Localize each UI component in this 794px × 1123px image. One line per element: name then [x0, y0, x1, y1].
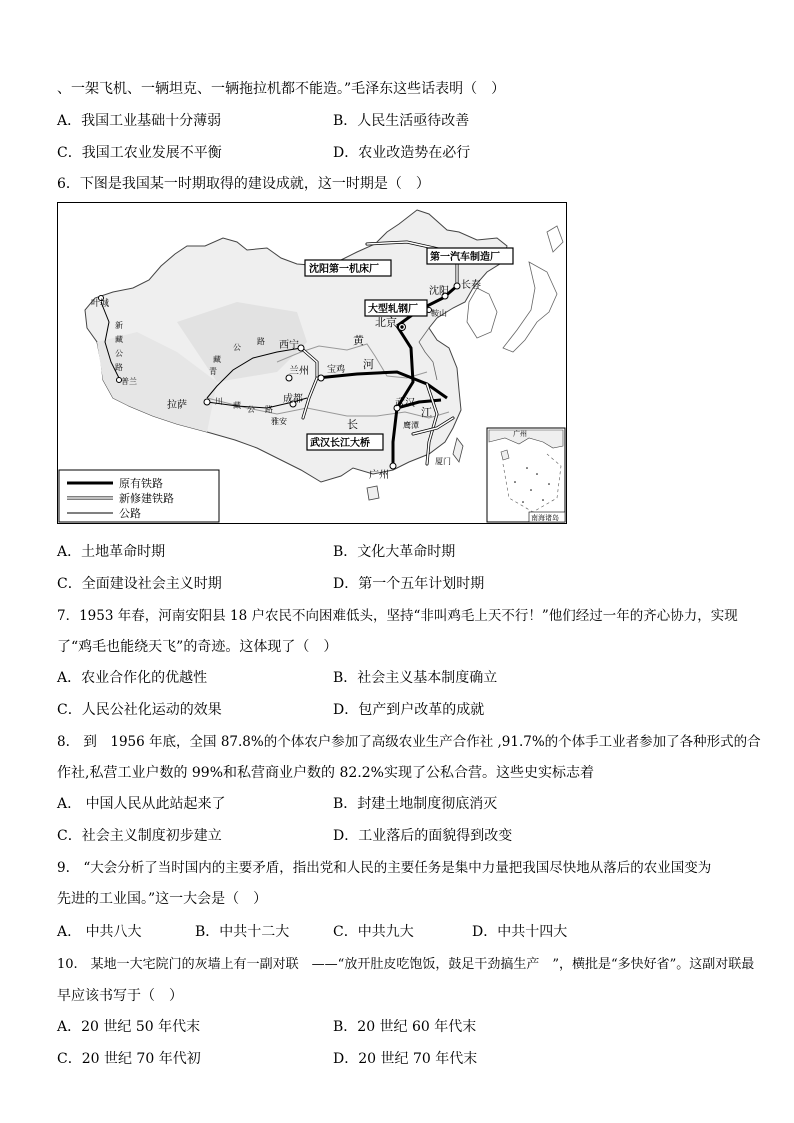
- option-letter: C．: [57, 828, 82, 844]
- q8-option-b: [333, 794, 497, 814]
- option-letter: B．: [333, 544, 358, 560]
- road-label: 藏: [115, 335, 123, 344]
- option-letter: D．: [333, 1051, 359, 1067]
- q5-option-b: [333, 111, 469, 131]
- option-letter: D．: [333, 828, 359, 844]
- road-label: 青: [209, 367, 217, 376]
- option-letter: C．: [57, 145, 82, 161]
- q7-stem-line1: 7．1953 年春，河南安阳县 18 户农民不向困难低头，坚持“非叫鸡毛上天不行！”他们经过一年的齐心协力，实现: [57, 608, 738, 624]
- city-label: 长春: [461, 280, 481, 291]
- option-letter: B．: [333, 1019, 358, 1035]
- q10-option-a: [57, 1017, 200, 1037]
- road-label: 公: [247, 405, 255, 414]
- option-text: 20 世纪 50 年代末: [81, 1019, 201, 1035]
- option-letter: B．: [333, 796, 358, 812]
- option-text: 中国人民从此站起来了: [85, 796, 226, 812]
- road-label: 藏: [233, 401, 241, 410]
- option-text: 我国工业基础十分薄弱: [81, 113, 222, 129]
- q6-option-c: [57, 574, 222, 594]
- option-letter: A.: [57, 796, 86, 812]
- box-text: 第一汽车制造厂: [430, 252, 500, 263]
- legend-new-rail: 新修建铁路: [119, 492, 174, 505]
- box-text: 武汉长江大桥: [310, 438, 370, 449]
- q8-option-c: [57, 826, 222, 846]
- option-letter: A．: [57, 113, 82, 129]
- option-text: 农业合作化的优越性: [81, 670, 208, 686]
- city-label: 厦门: [435, 457, 451, 466]
- label-box-steel: [365, 300, 427, 316]
- city-label: 兰州: [289, 366, 309, 377]
- option-letter: D．: [333, 145, 359, 161]
- q9-option-c: [333, 922, 414, 942]
- option-text: 农业改造势在必行: [358, 145, 471, 161]
- option-text: 20 世纪 60 年代末: [357, 1019, 477, 1035]
- q8-stem-line2: 作社,私营工业户数的 99%和私营商业户数的 82.2%实现了公私合营。这些史实标志着: [57, 765, 594, 781]
- option-text: 中共九大: [357, 924, 414, 940]
- q9-option-b: [195, 922, 289, 942]
- option-text: 中共十四大: [497, 924, 568, 940]
- city-label: 成都: [283, 394, 303, 405]
- option-text: 中共八大: [85, 924, 142, 940]
- option-text: 社会主义基本制度确立: [357, 670, 498, 686]
- q7-option-c: [57, 700, 222, 720]
- q8-stem-line1: 8. 到 1956 年底，全国 87.8%的个体农户参加了高级农业生产合作社 ,91.7%的个体手工业者参加了各种形式的合: [57, 734, 761, 750]
- china-construction-map: [57, 202, 567, 524]
- q5-option-d: [333, 143, 470, 163]
- q6-stem: 6．下图是我国某一时期取得的建设成就，这一时期是（ ）: [57, 176, 430, 192]
- option-letter: A．: [57, 670, 82, 686]
- box-text: 大型轧钢厂: [368, 304, 418, 315]
- road-label: 公: [115, 349, 123, 358]
- city-label: 沈阳: [429, 286, 449, 297]
- city-label: 北京: [375, 316, 397, 329]
- option-text: 封建土地制度彻底消灭: [357, 796, 498, 812]
- q7-stem-line2: 了“鸡毛也能绕天飞”的奇迹。这体现了（ ）: [57, 639, 338, 655]
- city-label: 雅安: [271, 417, 287, 426]
- road-label: 新: [115, 321, 123, 330]
- south-china-sea-inset: [487, 428, 565, 522]
- option-letter: A．: [57, 544, 82, 560]
- q7-option-d: [333, 700, 484, 720]
- city-label: 鹰潭: [403, 421, 419, 430]
- q8-option-a: [57, 794, 226, 814]
- option-letter: C．: [57, 1051, 82, 1067]
- option-letter: B．: [333, 113, 358, 129]
- option-letter: D．: [472, 924, 498, 940]
- river-label: 河: [363, 358, 374, 371]
- q5-option-a: [57, 111, 221, 131]
- road-label: 路: [265, 405, 273, 414]
- q7-option-a: [57, 668, 207, 688]
- box-text: 沈阳第一机床厂: [309, 264, 379, 275]
- label-box-first-auto: [427, 248, 513, 264]
- map-legend: [59, 470, 219, 522]
- city-label: 宝鸡: [327, 365, 346, 375]
- option-text: 土地革命时期: [81, 544, 166, 560]
- option-text: 20 世纪 70 年代初: [81, 1051, 201, 1067]
- option-letter: C．: [57, 576, 82, 592]
- q5-option-c: [57, 143, 222, 163]
- q10-option-b: [333, 1017, 476, 1037]
- q10-stem-line1: 10. 某地一大宅院门的灰墙上有一副对联 ——“放开肚皮吃饱饭，鼓足干劲搞生产 ”，横批是“多快好省”。这副对联最: [57, 957, 755, 972]
- q7-option-b: [333, 668, 497, 688]
- q9-option-d: [472, 922, 567, 942]
- q10-option-c: [57, 1049, 201, 1069]
- city-label: 拉萨: [167, 400, 187, 411]
- option-letter: C．: [333, 924, 358, 940]
- option-letter: B．: [195, 924, 220, 940]
- legend-old-rail: 原有铁路: [119, 477, 163, 490]
- road-label: 路: [257, 337, 265, 346]
- label-box-wuhan-bridge: [307, 434, 383, 450]
- option-letter: B．: [333, 670, 358, 686]
- q10-option-d: [333, 1049, 477, 1069]
- hainan-island: [367, 486, 379, 500]
- road-label: 路: [115, 363, 123, 372]
- q9-option-a: [57, 922, 142, 942]
- option-letter: D．: [333, 576, 359, 592]
- legend-road: 公路: [119, 507, 141, 520]
- option-text: 包产到户改革的成就: [358, 702, 485, 718]
- option-text: 中共十二大: [219, 924, 290, 940]
- q9-stem-line1: 9. “大会分析了当时国内的主要矛盾，指出党和人民的主要任务是集中力量把我国尽快地从落后的农业国变为: [57, 860, 712, 876]
- label-box-shenyang-tool: [305, 260, 391, 276]
- q6-option-d: [333, 574, 484, 594]
- option-text: 20 世纪 70 年代末: [358, 1051, 478, 1067]
- road-label: 藏: [213, 355, 221, 364]
- option-letter: A.: [57, 924, 86, 940]
- option-text: 文化大革命时期: [357, 544, 456, 560]
- option-text: 人民生活亟待改善: [357, 113, 470, 129]
- city-label: 西宁: [279, 340, 299, 351]
- road-label: 公: [233, 343, 241, 352]
- river-label: 长: [347, 418, 358, 431]
- q8-option-d: [333, 826, 512, 846]
- city-label: 叶城: [91, 299, 110, 309]
- option-text: 社会主义制度初步建立: [81, 828, 222, 844]
- option-text: 第一个五年计划时期: [358, 576, 485, 592]
- city-label: 鞍山: [431, 309, 447, 318]
- option-letter: C．: [57, 702, 82, 718]
- road-label: 川: [215, 397, 223, 406]
- q5-stem-tail: 、一架飞机、一辆坦克、一辆拖拉机都不能造。”毛泽东这些话表明（ ）: [57, 81, 506, 97]
- option-text: 人民公社化运动的效果: [81, 702, 222, 718]
- inset-label: 南海诸岛: [531, 514, 559, 522]
- q6-option-a: [57, 542, 165, 562]
- option-letter: A．: [57, 1019, 82, 1035]
- option-text: 全面建设社会主义时期: [81, 576, 222, 592]
- q6-option-b: [333, 542, 455, 562]
- option-letter: D．: [333, 702, 359, 718]
- option-text: 工业落后的面貌得到改变: [358, 828, 513, 844]
- city-label: 普兰: [121, 377, 137, 386]
- city-label: 武汉: [395, 398, 415, 409]
- city-label: 广州: [369, 470, 389, 481]
- river-label: 江: [421, 406, 432, 419]
- q10-stem-line2: 早应该书写于（ ）: [57, 988, 183, 1004]
- river-label: 黄: [353, 334, 364, 347]
- option-text: 我国工农业发展不平衡: [81, 145, 222, 161]
- q9-stem-line2: 先进的工业国。”这一大会是（ ）: [57, 891, 268, 907]
- inset-label: 广州: [513, 430, 527, 438]
